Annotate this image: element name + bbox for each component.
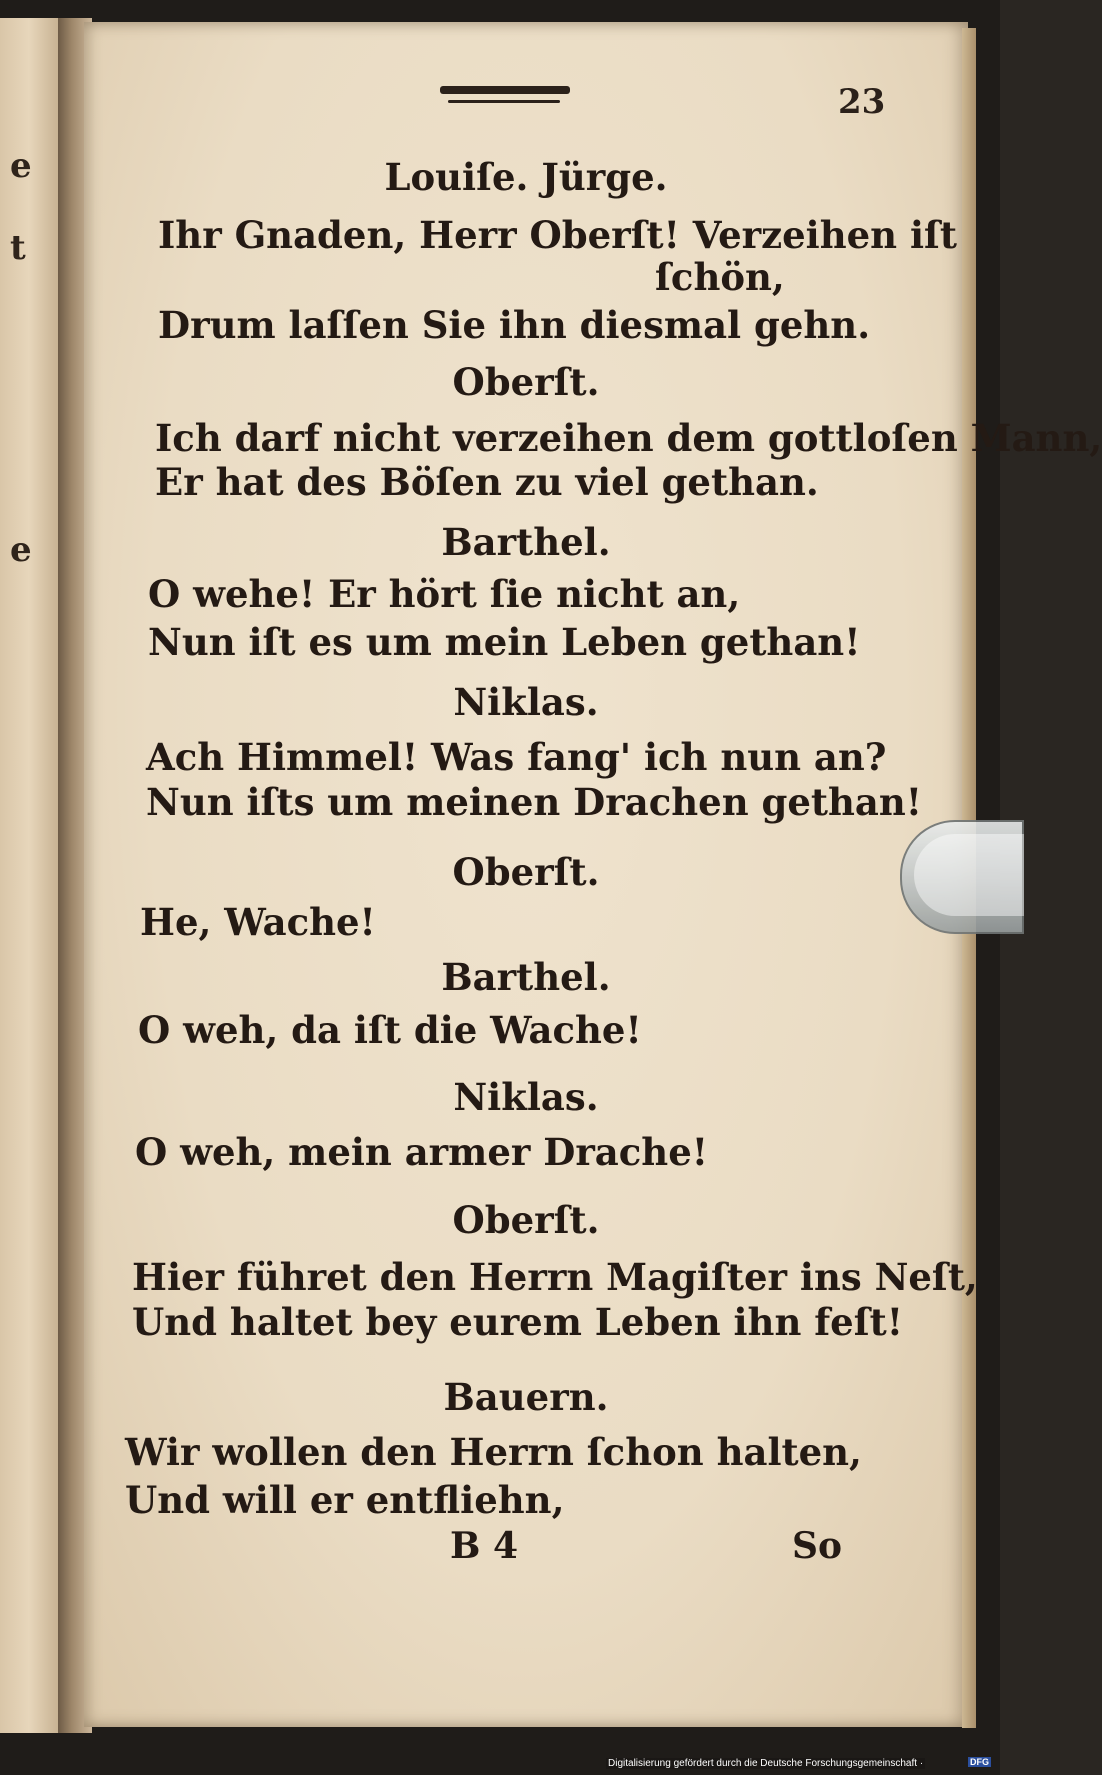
digitization-credit: Digitalisierung gefördert durch die Deutsche Forschungsgemeinschaft · (608, 1758, 924, 1769)
verse-line: Ich darf nicht verzeihen dem gottloſen Mann, (155, 416, 1102, 460)
speaker-heading: Oberſt. (452, 360, 600, 404)
verse-line: He, Wache! (140, 900, 376, 944)
verse-line: O weh, da iſt die Wache! (138, 1008, 642, 1052)
speaker-heading: Oberſt. (452, 850, 600, 894)
left-page-glyph: e (10, 146, 32, 186)
verse-line: Drum laſſen Sie ihn diesmal gehn. (158, 303, 871, 347)
verse-line: Nun iſt es um mein Leben gethan! (148, 620, 861, 664)
header-rule (440, 86, 570, 94)
speaker-heading: Bauern. (443, 1375, 609, 1419)
page-clip-highlight (914, 834, 1024, 916)
verse-line: Hier führet den Herrn Magiſter ins Neſt, (132, 1255, 978, 1299)
verse-line: Ach Himmel! Was fang' ich nun an? (146, 735, 887, 779)
signature-mark: B 4 (450, 1525, 519, 1567)
left-page-edge (0, 18, 60, 1733)
verse-line: Nun iſts um meinen Drachen gethan! (146, 780, 923, 824)
page-number: 23 (838, 82, 886, 122)
speaker-heading: Louiſe. Jürge. (384, 155, 668, 199)
speaker-heading: Niklas. (453, 680, 599, 724)
verse-line: Ihr Gnaden, Herr Oberſt! Verzeihen iſt (158, 213, 958, 257)
catchword: So (792, 1525, 843, 1567)
speaker-heading: Barthel. (441, 520, 611, 564)
verse-line: Er hat des Böſen zu viel gethan. (155, 460, 819, 504)
left-page-glyph: e (10, 530, 32, 570)
verse-line: Und will er entfliehn, (125, 1478, 565, 1522)
speaker-heading: Niklas. (453, 1075, 599, 1119)
dfg-logo: DFG (970, 1757, 989, 1767)
speaker-heading: Barthel. (441, 955, 611, 999)
verse-line: O wehe! Er hört ſie nicht an, (148, 572, 741, 616)
verse-line: Wir wollen den Herrn ſchon halten, (125, 1430, 862, 1474)
verse-line: Und haltet bey eurem Leben ihn feſt! (132, 1300, 903, 1344)
verse-line: O weh, mein armer Drache! (135, 1130, 708, 1174)
header-rule-thin (448, 100, 560, 103)
speaker-heading: Oberſt. (452, 1198, 600, 1242)
verse-line: ſchön, (655, 255, 785, 299)
left-page-glyph: t (10, 228, 26, 268)
